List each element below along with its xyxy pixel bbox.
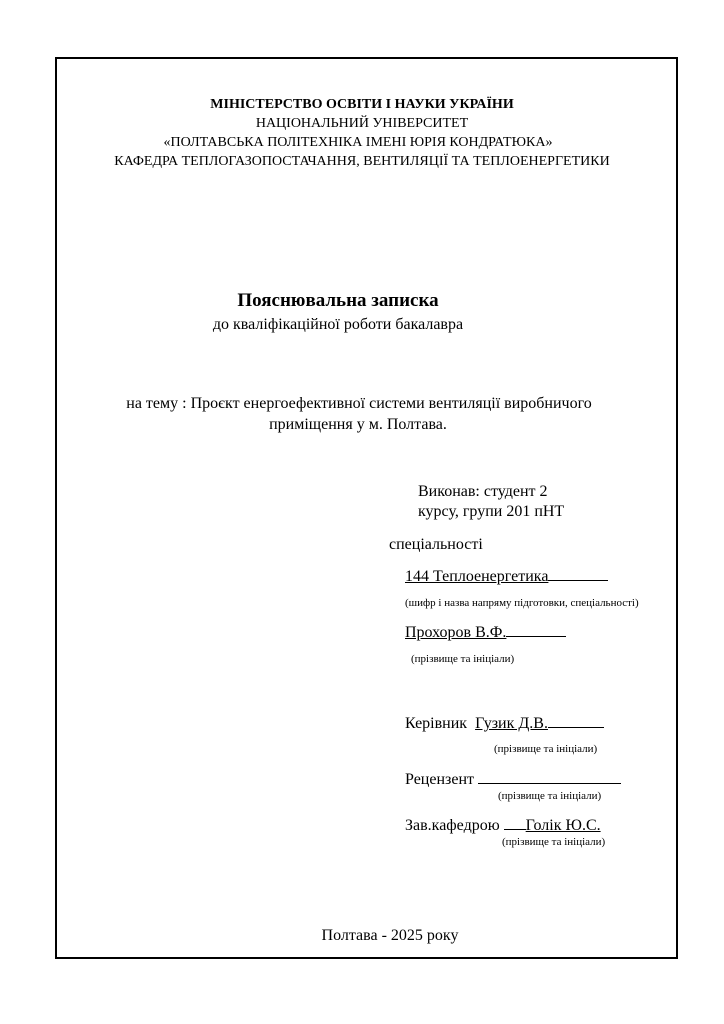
university-type: НАЦІОНАЛЬНИЙ УНІВЕРСИТЕТ: [255, 116, 469, 131]
reviewer-underline: [478, 769, 621, 784]
topic-line-2: приміщення у м. Полтава.: [269, 416, 447, 433]
specialty-value: 144 Теплоенергетика: [405, 568, 549, 585]
head-hint: (прізвище та ініціали): [502, 836, 606, 848]
supervisor-hint: (прізвище та ініціали): [494, 743, 598, 755]
department-name: КАФЕДРА ТЕПЛОГАЗОПОСТАЧАННЯ, ВЕНТИЛЯЦІЇ ТА ТЕПЛОЕНЕРГЕТИКИ: [114, 154, 610, 169]
document-title: Пояснювальна записка: [237, 290, 439, 311]
place-year: Полтава - 2025 року: [321, 927, 459, 944]
reviewer-field: [405, 769, 621, 789]
ministry-heading: МІНІСТЕРСТВО ОСВІТИ І НАУКИ УКРАЇНИ: [210, 97, 514, 112]
specialty-hint: (шифр і назва напряму підготовки, спеціальності): [405, 597, 639, 609]
reviewer-label: Рецензент: [405, 771, 474, 788]
reviewer-hint: (прізвище та ініціали): [498, 790, 602, 802]
head-underline-lead: [504, 815, 526, 830]
supervisor-name: Гузик Д.В.: [475, 715, 548, 732]
author-line-1: Виконав: студент 2: [418, 483, 548, 500]
document-subtitle: до кваліфікаційної роботи бакалавра: [212, 316, 464, 333]
author-name: Прохоров В.Ф.: [405, 624, 507, 641]
supervisor-label: Керівник: [405, 715, 468, 732]
author-name-hint: (прізвище та ініціали): [411, 653, 515, 665]
author-name-field: [405, 622, 566, 642]
specialty-label: спеціальності: [389, 536, 483, 553]
author-line-2: курсу, групи 201 пНТ: [418, 503, 565, 520]
head-name: Голік Ю.С.: [525, 817, 601, 834]
supervisor-underline: [548, 713, 604, 728]
author-name-underline: [506, 622, 566, 637]
university-name: «ПОЛТАВСЬКА ПОЛІТЕХНІКА ІМЕНІ ЮРІЯ КОНДРАТЮКА»: [163, 135, 553, 150]
supervisor-field: [405, 713, 604, 733]
head-label: Зав.кафедрою: [405, 817, 500, 834]
topic-line-1: на тему : Проєкт енергоефективної системи вентиляції виробничого: [126, 395, 592, 412]
head-field: [405, 815, 601, 835]
specialty-field: [405, 566, 608, 586]
specialty-underline: [548, 566, 608, 581]
